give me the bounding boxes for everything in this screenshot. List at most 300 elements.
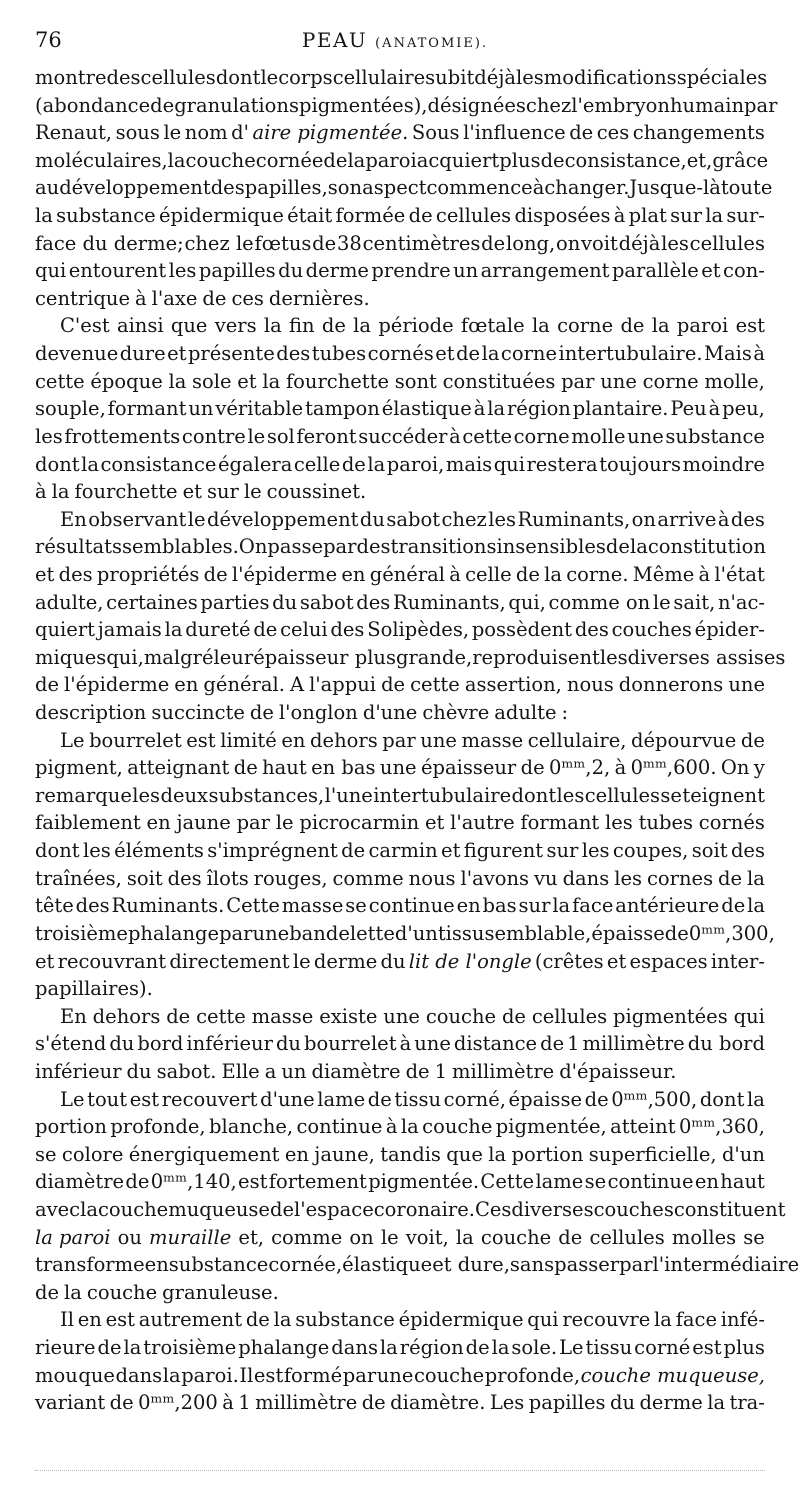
word: traînées, xyxy=(35,866,122,890)
word: Renaut, xyxy=(35,121,113,145)
text-line xyxy=(35,1141,765,1169)
word: qui xyxy=(527,1308,559,1332)
word: figurent xyxy=(463,839,544,863)
word: papilles xyxy=(198,259,276,283)
word: s'étend xyxy=(35,1032,107,1056)
word: corne xyxy=(513,424,570,448)
word: rieure xyxy=(35,1336,96,1360)
word: et dure, xyxy=(432,1253,510,1277)
word: corne. xyxy=(566,562,629,586)
word: (abondance xyxy=(35,93,151,117)
word: à xyxy=(399,1032,412,1056)
word: troisième xyxy=(143,1336,237,1360)
word: bourrelet xyxy=(303,1032,397,1056)
word: que xyxy=(446,1142,483,1166)
word: granulations xyxy=(174,93,299,117)
word: le xyxy=(380,1225,399,1249)
word: semblables. xyxy=(121,535,239,559)
word: derme xyxy=(305,259,369,283)
text-line xyxy=(35,809,765,837)
word: épaisse xyxy=(508,1087,582,1111)
word: des xyxy=(276,342,311,366)
word: région xyxy=(399,1336,464,1360)
word: le xyxy=(187,507,206,531)
word: et, xyxy=(238,1225,264,1249)
word: picrocarmin xyxy=(299,811,420,835)
text-line xyxy=(35,340,765,368)
word: qui, xyxy=(508,590,546,614)
word: d' xyxy=(231,121,249,145)
word: paroi xyxy=(676,314,729,338)
text-line xyxy=(35,1389,765,1417)
running-head-subtitle: (ANATOMIE). xyxy=(375,36,489,51)
word: lame xyxy=(535,1170,584,1194)
word: continue xyxy=(607,1170,694,1194)
word: des xyxy=(330,618,365,642)
word: vu xyxy=(534,866,558,890)
word: papilles xyxy=(528,1391,606,1415)
word: con- xyxy=(723,259,765,283)
word: d'un xyxy=(394,921,438,945)
word: dont xyxy=(35,839,80,863)
word: une xyxy=(414,1032,451,1056)
word: chez le xyxy=(184,231,254,255)
word: feront xyxy=(296,424,357,448)
word: les xyxy=(661,231,689,255)
word: paroi xyxy=(365,148,417,172)
word: cellulaire, xyxy=(527,728,627,752)
word: muqueuse xyxy=(168,1197,270,1221)
word: autrement xyxy=(138,1308,243,1332)
word: une xyxy=(379,756,417,780)
word: antérieure xyxy=(615,894,720,918)
word: couche xyxy=(185,148,256,172)
word: transforme xyxy=(35,1253,145,1277)
word: intertubulaire xyxy=(373,783,512,807)
word: la xyxy=(273,1308,292,1332)
word: de xyxy=(605,535,630,559)
text-line xyxy=(35,948,765,976)
word: les xyxy=(556,783,585,807)
word: Solipèdes, xyxy=(367,618,470,642)
word: la xyxy=(629,535,648,559)
word: face xyxy=(675,1308,717,1332)
word: de xyxy=(269,1197,295,1221)
word: sabot. xyxy=(156,1059,217,1083)
text-line xyxy=(35,257,765,285)
word: la xyxy=(353,314,372,338)
word: cellules xyxy=(531,1004,608,1028)
word: des xyxy=(356,535,391,559)
word: derme xyxy=(639,1391,703,1415)
word: couches xyxy=(611,618,692,642)
word: donnerons xyxy=(618,673,724,697)
word: 1 xyxy=(434,1059,448,1083)
text-line xyxy=(35,1251,800,1279)
text-line xyxy=(35,1306,765,1334)
text-line xyxy=(35,589,765,617)
word: On xyxy=(720,756,750,780)
word: millimètre xyxy=(582,1032,685,1056)
word: par xyxy=(382,728,416,752)
word: montre xyxy=(35,66,107,89)
word: millimètre xyxy=(452,1059,555,1083)
word: l'espace xyxy=(294,1197,374,1221)
word: cornée xyxy=(255,148,324,172)
word: diverses xyxy=(511,1197,594,1221)
word: par xyxy=(744,93,778,117)
word: moléculaires, xyxy=(35,148,168,172)
word: les xyxy=(516,66,544,89)
word: passe xyxy=(267,535,324,559)
text-line xyxy=(35,92,778,120)
word: se xyxy=(660,783,682,807)
word: fourchette xyxy=(285,369,390,393)
word: description xyxy=(35,701,147,725)
word: celle xyxy=(465,562,512,586)
text-line xyxy=(35,285,765,313)
word: subit xyxy=(425,66,475,89)
word: sur xyxy=(546,839,579,863)
word: la xyxy=(379,1336,398,1360)
word: de xyxy=(166,1004,191,1028)
word: malgré xyxy=(143,645,214,669)
word: éléments xyxy=(114,839,204,863)
word: une xyxy=(252,921,290,945)
word: dans xyxy=(115,1363,163,1387)
word: chèvre xyxy=(422,701,490,725)
word: fin xyxy=(289,314,315,338)
word: spéciales xyxy=(676,66,768,89)
text-line xyxy=(35,64,768,92)
word: couche xyxy=(86,1280,158,1304)
word: de xyxy=(381,673,406,697)
word: la xyxy=(123,1336,142,1360)
word: l'épiderme xyxy=(231,562,338,586)
word: constituées xyxy=(442,369,556,393)
word: mou xyxy=(35,1363,78,1387)
word: tissu xyxy=(394,1087,442,1111)
word: remarque xyxy=(35,783,132,807)
word: Sous xyxy=(411,121,460,145)
word: de xyxy=(718,866,743,890)
word: diverses assises xyxy=(627,645,786,669)
word: prendre xyxy=(371,259,451,283)
word: corné, xyxy=(443,1087,506,1111)
word: le xyxy=(247,424,266,448)
bottom-dotted-rule xyxy=(35,1470,765,1471)
word: développement xyxy=(206,507,359,531)
text-line xyxy=(35,782,765,810)
word: est xyxy=(105,1308,135,1332)
text-line xyxy=(35,671,765,699)
word: dans xyxy=(331,1336,378,1360)
word: blanche, xyxy=(209,1115,294,1139)
word: de xyxy=(481,231,506,255)
word: la xyxy=(707,1391,726,1415)
word: sur xyxy=(206,480,239,504)
word: de xyxy=(515,562,540,586)
word: tandis xyxy=(380,1142,441,1166)
word: substances, xyxy=(208,783,325,807)
word: la xyxy=(651,314,670,338)
word: épidermique xyxy=(398,1308,524,1332)
text-line xyxy=(35,533,765,561)
word: de xyxy=(367,1087,392,1111)
page-number: 76 xyxy=(35,28,62,52)
word: restera xyxy=(526,452,598,476)
word: cornée, xyxy=(268,1253,343,1277)
word: la xyxy=(400,1115,419,1139)
text-line xyxy=(35,119,765,147)
word: tête xyxy=(35,894,74,918)
word: coronaire. xyxy=(373,1197,475,1221)
word: portion xyxy=(511,1142,584,1166)
word: de xyxy=(253,618,278,642)
word: corne xyxy=(642,369,699,393)
word: variant xyxy=(35,1391,106,1415)
word: tra- xyxy=(729,1391,765,1415)
word: dernières. xyxy=(268,286,370,310)
word: profonde, xyxy=(484,1363,581,1387)
word: le xyxy=(652,590,671,614)
word: molle xyxy=(571,424,626,448)
text-line xyxy=(35,644,786,672)
word: est xyxy=(692,1336,722,1360)
word: formant xyxy=(107,397,187,421)
word: changer. xyxy=(544,176,630,200)
word: la xyxy=(487,397,506,421)
word: bourrelet xyxy=(89,728,182,752)
word: substance xyxy=(665,424,765,448)
word: Ces xyxy=(474,1197,512,1221)
word: adulte xyxy=(494,701,557,725)
word: pigmentée, xyxy=(495,1115,607,1139)
text-line xyxy=(35,865,765,893)
word: et xyxy=(606,949,627,973)
word: l'axe xyxy=(151,286,198,310)
word: En xyxy=(60,1004,87,1028)
word: insensibles xyxy=(496,535,606,559)
word: épider- xyxy=(694,618,765,642)
word: changements xyxy=(632,121,765,145)
word: papilles, xyxy=(244,176,328,200)
word: cornes xyxy=(646,866,714,890)
word: sait, xyxy=(673,590,716,614)
word: élastique xyxy=(381,397,472,421)
word: sur xyxy=(670,204,703,228)
word: recouvert xyxy=(161,1087,258,1111)
word: Même xyxy=(632,562,695,586)
word: bas xyxy=(482,894,517,918)
word: en xyxy=(694,1170,719,1194)
word: la xyxy=(262,369,281,393)
word: de xyxy=(341,839,366,863)
word: de xyxy=(408,204,433,228)
word: sans xyxy=(509,1253,555,1277)
word: On xyxy=(238,535,268,559)
word: 1 xyxy=(238,1391,251,1415)
word: époque xyxy=(90,369,163,393)
text-line xyxy=(35,1168,765,1196)
word: constitution xyxy=(647,535,766,559)
word: profonde, xyxy=(110,1115,206,1139)
word: ou xyxy=(117,1225,142,1249)
word: une xyxy=(627,424,664,448)
word: de xyxy=(721,894,746,918)
word: coussinet. xyxy=(266,480,367,504)
word: chez xyxy=(525,93,572,117)
word: et xyxy=(237,369,257,393)
word: de xyxy=(540,1032,565,1056)
word: en xyxy=(174,673,199,697)
word: épaisseur xyxy=(420,756,517,780)
text-line xyxy=(35,920,775,948)
word: 1 xyxy=(567,1032,580,1056)
word: la paroi xyxy=(35,1225,111,1249)
word: sur xyxy=(518,894,551,918)
word: lame xyxy=(317,1087,366,1111)
word: général. xyxy=(203,673,285,697)
document-page xyxy=(35,28,800,1417)
word: à xyxy=(449,424,461,448)
word: à xyxy=(717,507,730,531)
word: ces xyxy=(231,286,264,310)
word: par xyxy=(236,811,270,835)
word: En xyxy=(60,507,87,531)
word: arrangement xyxy=(480,259,610,283)
word: la xyxy=(747,1087,765,1111)
word: l'intermédiaire xyxy=(652,1253,800,1277)
word: carmin xyxy=(368,839,438,863)
word: formée xyxy=(335,204,406,228)
word: par xyxy=(219,921,253,945)
word: acquiert xyxy=(416,148,500,172)
word: de xyxy=(312,231,337,255)
word: du bord xyxy=(687,1032,765,1056)
word: cellules xyxy=(689,231,765,255)
word: reproduisent xyxy=(472,645,600,669)
word: le xyxy=(275,811,294,835)
word: des xyxy=(75,894,110,918)
word: recouvre xyxy=(562,1308,651,1332)
word: formant xyxy=(520,811,600,835)
text-line xyxy=(35,368,765,396)
word: qui xyxy=(733,1004,765,1028)
word: distance xyxy=(453,1032,538,1056)
word: passer xyxy=(554,1253,620,1277)
text-line xyxy=(35,1196,786,1224)
word: plantaire. xyxy=(572,397,669,421)
word: par xyxy=(342,1363,377,1387)
word: 38 xyxy=(336,231,362,255)
word: dureté xyxy=(185,618,251,642)
word: tissu xyxy=(585,1336,633,1360)
word: et xyxy=(35,949,55,973)
word: à xyxy=(449,562,461,586)
word: derme xyxy=(313,949,378,973)
word: bord xyxy=(137,1032,184,1056)
word: est xyxy=(253,1363,284,1387)
word: diamètre xyxy=(35,1170,125,1194)
word: plus xyxy=(723,1336,765,1360)
word: l'autre xyxy=(450,811,515,835)
word: une xyxy=(420,728,457,752)
word: arrive xyxy=(657,507,717,531)
word: recouvrant xyxy=(57,949,167,973)
word: continue xyxy=(368,894,455,918)
word: Jusque-là xyxy=(629,176,721,200)
text-line xyxy=(35,1086,765,1114)
word: 0ᵐᵐ,600. xyxy=(630,756,717,780)
word: des xyxy=(106,66,141,89)
word: masse xyxy=(281,894,344,918)
word: dans xyxy=(562,866,610,890)
word: de xyxy=(125,1170,150,1194)
word: de xyxy=(97,1336,122,1360)
word: du xyxy=(275,1032,301,1056)
word: A xyxy=(289,673,305,697)
text-line xyxy=(35,1224,765,1252)
word: la xyxy=(167,148,186,172)
word: est xyxy=(238,1170,268,1194)
word: inter- xyxy=(710,949,765,973)
word: l'épiderme xyxy=(64,673,170,697)
word: de xyxy=(202,286,227,310)
word: dont xyxy=(699,1087,745,1111)
word: nom xyxy=(184,121,228,145)
word: inférieur xyxy=(35,1059,122,1083)
word: devenue xyxy=(35,342,119,366)
word: infé- xyxy=(720,1308,765,1332)
text-line xyxy=(35,312,765,340)
word: miques xyxy=(35,645,107,669)
word: à xyxy=(614,756,627,780)
word: ces xyxy=(596,121,630,145)
word: pigmentées), xyxy=(298,93,428,117)
word: diamètre xyxy=(311,1059,401,1083)
word: de xyxy=(569,121,594,145)
word: quiert xyxy=(35,618,95,642)
word: de xyxy=(321,314,346,338)
word: cellulaire xyxy=(332,66,426,89)
text-line xyxy=(35,892,765,920)
word: la xyxy=(455,1225,474,1249)
word: élastique xyxy=(342,1253,433,1277)
word: y xyxy=(753,756,765,780)
word: portion xyxy=(35,1115,107,1139)
word: sol xyxy=(266,424,295,448)
word: de xyxy=(558,1225,583,1249)
word: plus xyxy=(499,148,541,172)
word: 0ᵐᵐ,2, xyxy=(549,756,611,780)
word: par xyxy=(561,369,595,393)
word: comme xyxy=(271,1225,343,1249)
word: moindre xyxy=(682,452,765,476)
word: diamètre. xyxy=(390,1391,486,1415)
word: égalera xyxy=(217,452,293,476)
word: 0ᵐᵐ,360, xyxy=(678,1115,765,1139)
word: de xyxy=(233,756,258,780)
word: Cette xyxy=(480,1170,535,1194)
word: cette xyxy=(35,369,85,393)
word: un xyxy=(188,397,214,421)
word: à xyxy=(613,204,626,228)
word: Le xyxy=(559,1336,584,1360)
word: pigmentées xyxy=(613,1004,728,1028)
word: propriétés xyxy=(96,562,200,586)
word: est xyxy=(129,1087,160,1111)
